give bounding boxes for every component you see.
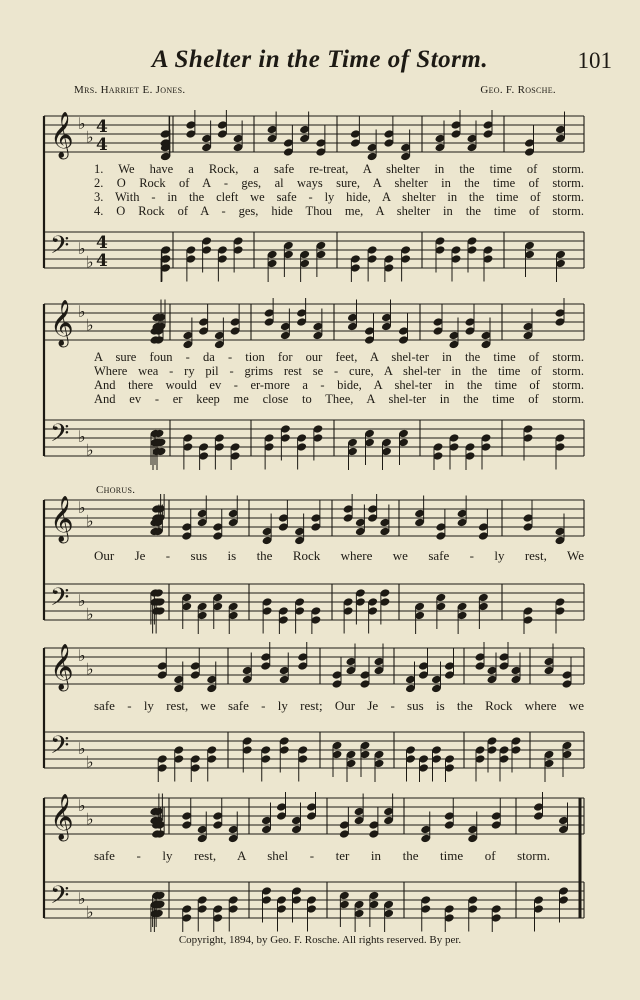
flat-icon: ♭	[86, 252, 94, 272]
flat-icon: ♭	[86, 902, 94, 922]
flat-icon: ♭	[78, 239, 86, 258]
bass-clef-icon: 𝄢	[50, 419, 70, 454]
flat-icon: ♭	[86, 511, 94, 531]
stanza-1-line: 1. We have a Rock, a safe re-treat, A shelter in the time of storm.	[94, 162, 584, 176]
flat-icon: ♭	[86, 809, 94, 829]
bass-clef-icon: 𝄢	[50, 583, 70, 618]
flat-icon: ♭	[78, 427, 86, 446]
stanza-4-line-2: And ev - er keep me close to Thee, A shel-ter in the time of storm.	[94, 392, 584, 406]
time-signature: 4	[96, 251, 108, 271]
flat-icon: ♭	[86, 315, 94, 335]
flat-icon: ♭	[78, 739, 86, 758]
composer-credit: Geo. F. Rosche.	[480, 84, 556, 96]
flat-icon: ♭	[86, 659, 94, 679]
time-signature: 4	[96, 233, 108, 253]
flat-icon: ♭	[78, 796, 86, 815]
bass-clef-icon: 𝄢	[50, 731, 70, 766]
stanza-3-line: 3. With - in the cleft we safe - ly hide, A shelter in the time of storm.	[94, 190, 584, 204]
chorus-label: Chorus.	[96, 484, 136, 496]
treble-clef-icon: 𝄞	[50, 112, 74, 158]
treble-clef-icon: 𝄞	[50, 300, 74, 346]
stanza-2-line: 2. O Rock of A - ges, al ways sure, A shelter in the time of storm.	[94, 176, 584, 190]
chorus-line-3: safe - ly rest, A shel - ter in the time of storm.	[94, 848, 550, 863]
flat-icon: ♭	[78, 889, 86, 908]
stanza-3-line-2: And there would ev - er-more a - bide, A shel-ter in the time of storm.	[94, 378, 584, 392]
stanza-1-line-2: A sure foun - da - tion for our feet, A shel-ter in the time of storm.	[94, 350, 584, 364]
copyright-notice: Copyright, 1894, by Geo. F. Rosche. All rights reserved. By per.	[178, 934, 462, 946]
flat-icon: ♭	[86, 127, 94, 147]
staff-engraving-5	[0, 792, 640, 932]
hymn-number: 101	[577, 48, 612, 73]
flat-icon: ♭	[78, 646, 86, 665]
staff-engraving-3	[0, 494, 640, 634]
flat-icon: ♭	[86, 752, 94, 772]
chorus-line-2: safe - ly rest, we safe - ly rest; Our Je - sus is the Rock where we	[94, 698, 584, 713]
treble-clef-icon: 𝄞	[50, 794, 74, 840]
bass-clef-icon: 𝄢	[50, 881, 70, 916]
hymn-title: A Shelter in the Time of Storm.	[151, 46, 489, 73]
treble-clef-icon: 𝄞	[50, 644, 74, 690]
time-signature: 4	[96, 135, 108, 155]
stanza-4-line: 4. O Rock of A - ges, hide Thou me, A shelter in the time of storm.	[94, 204, 584, 218]
stanza-2-line-2: Where wea - ry pil - grims rest se - cure, A shel-ter in the time of storm.	[94, 364, 584, 378]
staff-engraving-4	[0, 642, 640, 782]
treble-clef-icon: 𝄞	[50, 496, 74, 542]
bass-clef-icon: 𝄢	[50, 231, 70, 266]
flat-icon: ♭	[78, 114, 86, 133]
staff-engraving-2	[0, 298, 640, 470]
flat-icon: ♭	[86, 604, 94, 624]
flat-icon: ♭	[86, 440, 94, 460]
flat-icon: ♭	[78, 498, 86, 517]
staff-engraving-1	[0, 110, 640, 282]
lyricist-credit: Mrs. Harriet E. Jones.	[74, 84, 186, 96]
time-signature: 4	[96, 117, 108, 137]
chorus-line-1: Our Je - sus is the Rock where we safe - ly rest, We	[94, 548, 584, 563]
flat-icon: ♭	[78, 302, 86, 321]
flat-icon: ♭	[78, 591, 86, 610]
